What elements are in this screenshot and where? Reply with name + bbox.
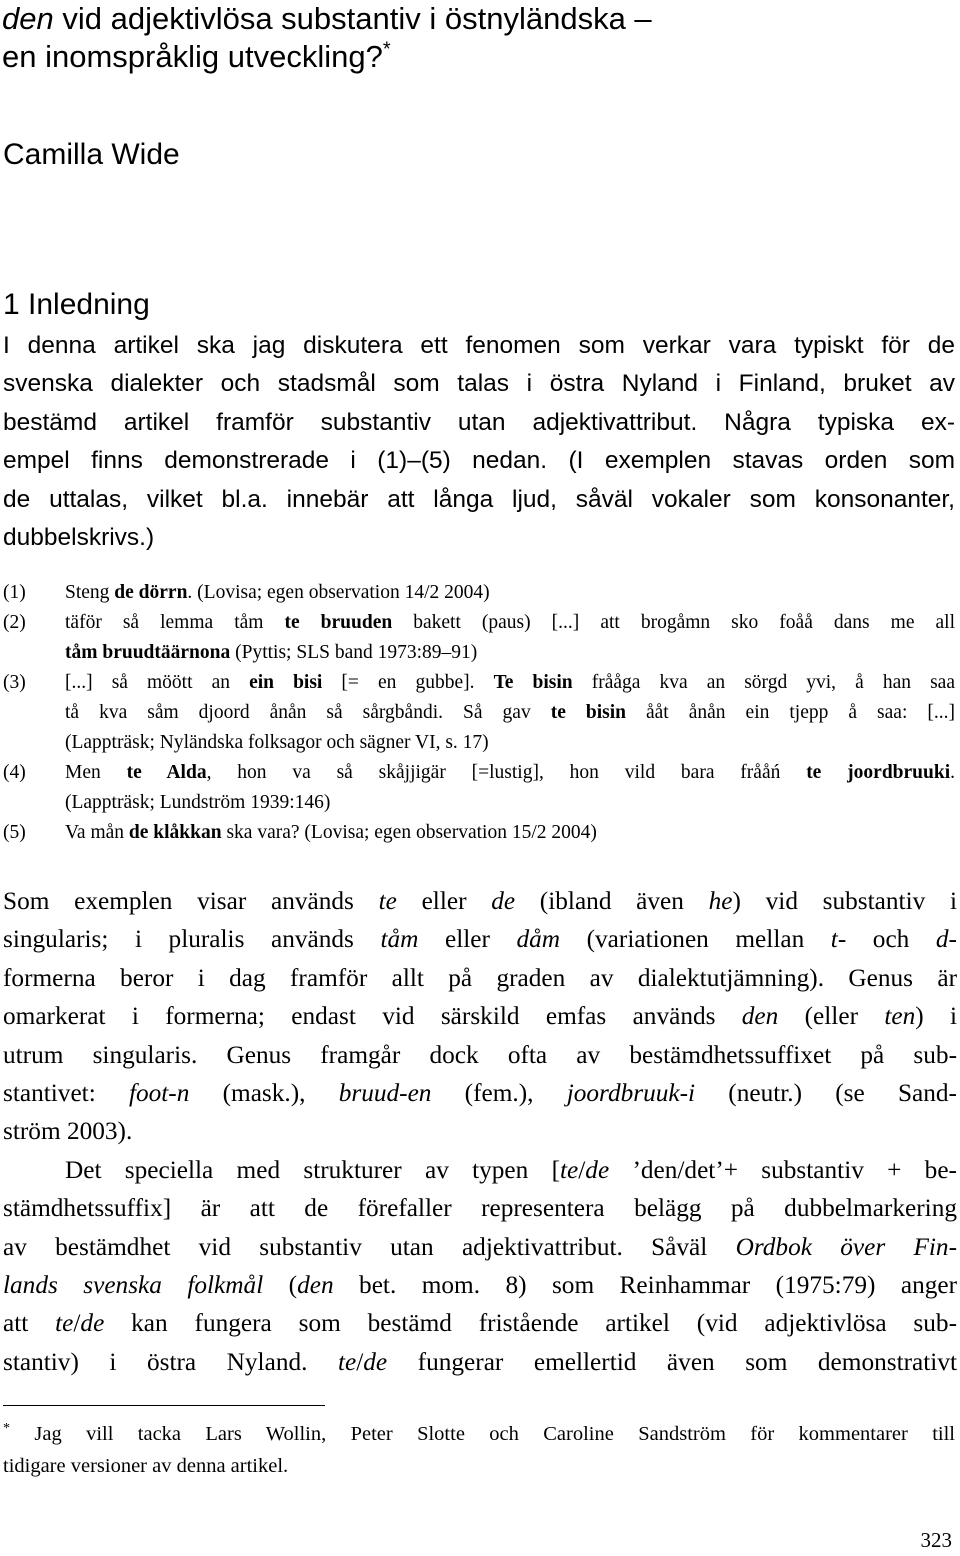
footnote-divider <box>3 1405 325 1406</box>
bold-term: te Alda <box>126 762 207 783</box>
text-line <box>3 920 957 958</box>
example-number: (2) <box>3 612 26 633</box>
italic-term: joordbruuk-i <box>566 1079 696 1108</box>
body-paragraph <box>3 882 957 1151</box>
text-line <box>65 788 955 818</box>
text-run: ) vid substantiv i <box>732 887 957 915</box>
example-item <box>3 818 955 848</box>
example-number: (5) <box>3 822 26 843</box>
footnote-text: Jag vill tacka Lars Wollin, Peter Slotte och Caroline Sandström för kommentarer till <box>10 1423 955 1445</box>
title-italic-word: den <box>2 1 54 36</box>
text-run: att <box>3 1309 56 1338</box>
text-line <box>3 1304 957 1342</box>
text-run: frååga kva an sörgd yvi, å han saa <box>572 672 955 693</box>
italic-term: d <box>935 925 949 954</box>
italic-term: den <box>741 1002 779 1031</box>
text-line <box>3 997 957 1035</box>
text-run: . (Lovisa; egen observation 14/2 2004) <box>187 582 490 603</box>
text-run: ska vara? (Lovisa; egen observation 15/2 2004) <box>221 822 597 843</box>
italic-term: de <box>80 1309 105 1338</box>
text-line <box>3 1228 957 1266</box>
bold-term: de dörrn <box>114 582 188 603</box>
title-line-1 <box>2 0 952 38</box>
italic-term: bruud-en <box>338 1079 432 1108</box>
text-run: Men <box>65 762 127 783</box>
title-line-1-rest: vid adjektivlösa substantiv i östnyländska – <box>53 1 652 36</box>
text-run: / <box>356 1347 364 1376</box>
italic-term: te <box>337 1347 357 1376</box>
intro-line: de uttalas, vilket bl.a. innebär att långa ljud, såväl vokaler som konsonanter, <box>3 485 955 513</box>
bold-term: Te bisin <box>493 672 573 693</box>
article-title <box>2 0 952 76</box>
text-run: formerna beror i dag framför allt på graden av dialektutjämning). Genus är <box>3 963 957 992</box>
text-line <box>3 1266 957 1304</box>
text-run: . <box>950 762 955 783</box>
example-list <box>3 578 955 848</box>
footnote-line: tidigare versioner av denna artikel. <box>3 1455 289 1477</box>
text-run: stämdhetssuffix] är att de förefaller representera belägg på dubbelmarkering <box>3 1194 957 1223</box>
text-run: fungerar emellertid även som demonstrativt <box>387 1347 958 1376</box>
text-line <box>3 882 957 920</box>
text-run: singularis; i pluralis används <box>3 925 381 954</box>
body-text <box>3 882 957 1381</box>
intro-line: svenska dialekter och stadsmål som talas i östra Nyland i Finland, bruket av <box>3 370 955 398</box>
example-number: (4) <box>3 762 26 783</box>
example-item <box>3 608 955 668</box>
text-line <box>3 1112 957 1150</box>
example-item <box>3 668 955 758</box>
text-run: Steng <box>65 582 115 603</box>
text-line <box>65 698 955 728</box>
title-line-2-text: en inomspråklig utveckling? <box>2 39 383 74</box>
text-run: täför så lemma tåm <box>65 612 285 633</box>
intro-line: bestämd artikel framför substantiv utan adjektivattribut. Några typiska ex- <box>3 408 955 436</box>
text-run: (Lappträsk; Lundström 1939:146) <box>65 792 331 813</box>
text-run: Va mån <box>65 822 129 843</box>
text-run: - och <box>837 925 936 954</box>
title-line-2 <box>2 38 952 76</box>
bold-term: tåm bruudtäärnona <box>65 642 231 663</box>
text-run: tå kva såm djoord ånån så sårgbåndi. Så gav <box>65 702 551 723</box>
intro-line: dubbelskrivs.) <box>3 524 155 552</box>
footnote-line <box>3 1418 955 1450</box>
bold-term: de klåkkan <box>128 822 222 843</box>
text-run: omarkerat i formerna; endast vid särskild emfas används <box>3 1002 742 1031</box>
text-line <box>65 728 955 758</box>
italic-term: de <box>491 887 516 915</box>
italic-term: de <box>363 1347 388 1376</box>
italic-term: te <box>55 1309 74 1338</box>
bold-term: ein bisi <box>249 672 323 693</box>
text-run: av bestämdhet vid substantiv utan adjektivattribut. Såväl <box>3 1232 736 1261</box>
bold-term: te joordbruuki <box>806 762 951 783</box>
italic-term: dåm <box>516 925 561 954</box>
title-footnote-marker: * <box>382 38 391 61</box>
text-run: utrum singularis. Genus framgår dock ofta av bestämdhetssuffixet på sub- <box>3 1040 957 1069</box>
footnote-marker: * <box>3 1421 10 1437</box>
text-line <box>65 668 955 698</box>
text-run: bet. mom. 8) som Reinhammar (1975:79) anger <box>333 1271 958 1300</box>
example-number: (3) <box>3 672 26 693</box>
text-run: ) i <box>915 1002 957 1031</box>
intro-paragraph <box>3 327 955 557</box>
italic-term: tåm <box>380 925 419 954</box>
text-run: (Lappträsk; Nyländska folksagor och sägner VI, s. 17) <box>65 732 489 753</box>
intro-line: empel finns demonstrerade i (1)–(5) nedan. (I exemplen stavas orden som <box>3 447 955 475</box>
text-run: - <box>948 925 957 954</box>
bold-term: te bruuden <box>284 612 393 633</box>
text-run: (eller <box>778 1002 885 1031</box>
text-run: [= en gubbe]. <box>322 672 494 693</box>
text-run: (ibland även <box>515 887 709 915</box>
text-line <box>65 758 955 788</box>
example-item <box>3 578 955 608</box>
text-line <box>3 959 957 997</box>
body-paragraph <box>3 1151 957 1381</box>
text-run: kan fungera som bestämd fristående artikel (vid adjektivlösa sub- <box>104 1309 957 1338</box>
text-run: ( <box>263 1271 298 1300</box>
italic-term: lands svenska folkmål <box>3 1271 264 1300</box>
italic-term: den <box>297 1271 334 1300</box>
text-run: stantivet: <box>3 1079 129 1108</box>
italic-term: foot-n <box>128 1079 190 1108</box>
text-run: (mask.), <box>189 1079 339 1108</box>
text-run: Det speciella med strukturer av typen [ <box>65 1155 560 1184</box>
italic-term: ten <box>884 1002 916 1031</box>
text-run: [...] så möött an <box>65 672 250 693</box>
intro-line: I denna artikel ska jag diskutera ett fenomen som verkar vara typiskt för de <box>3 332 955 359</box>
text-run: ååt ånån ein tjepp å saa: [...] <box>625 702 956 723</box>
text-line <box>3 1036 957 1074</box>
text-run: (neutr.) (se Sand- <box>695 1079 957 1108</box>
text-run: ström 2003). <box>3 1117 133 1146</box>
italic-term: te <box>378 887 397 915</box>
example-item <box>3 758 955 818</box>
text-run: bakett (paus) [...] att brogåmn sko foåå dans me all <box>392 612 956 633</box>
page-number: 323 <box>920 1528 952 1552</box>
author-name: Camilla Wide <box>3 138 180 171</box>
text-run: Som exemplen visar används <box>3 887 379 915</box>
text-run: stantiv) i östra Nyland. <box>3 1347 338 1376</box>
italic-term: he <box>708 887 733 915</box>
text-line <box>65 608 955 638</box>
text-run: (variationen mellan <box>560 925 831 954</box>
text-line <box>65 578 955 608</box>
footnote <box>3 1418 955 1482</box>
bold-term: te bisin <box>550 702 626 723</box>
text-line <box>3 1189 957 1227</box>
text-run: / <box>578 1155 586 1184</box>
italic-term: te <box>560 1155 579 1184</box>
text-run: eller <box>396 887 492 915</box>
text-run: , hon va så skåjjigär [=lustig], hon vild bara frååń <box>206 762 807 783</box>
text-run: eller <box>418 925 517 954</box>
text-run: / <box>73 1309 81 1338</box>
text-run: (Pyttis; SLS band 1973:89–91) <box>230 642 478 663</box>
text-line <box>3 1074 957 1112</box>
text-line <box>65 638 955 668</box>
italic-term: de <box>585 1155 610 1184</box>
text-line <box>3 1151 957 1189</box>
text-run: (fem.), <box>431 1079 567 1108</box>
text-line <box>65 818 955 848</box>
italic-term: t <box>830 925 838 954</box>
italic-term: Ordbok över Fin- <box>735 1232 958 1261</box>
section-heading: 1 Inledning <box>3 288 150 321</box>
example-number: (1) <box>3 582 26 603</box>
text-run: ’den/det’+ substantiv + be- <box>609 1155 957 1184</box>
text-line <box>3 1343 957 1381</box>
